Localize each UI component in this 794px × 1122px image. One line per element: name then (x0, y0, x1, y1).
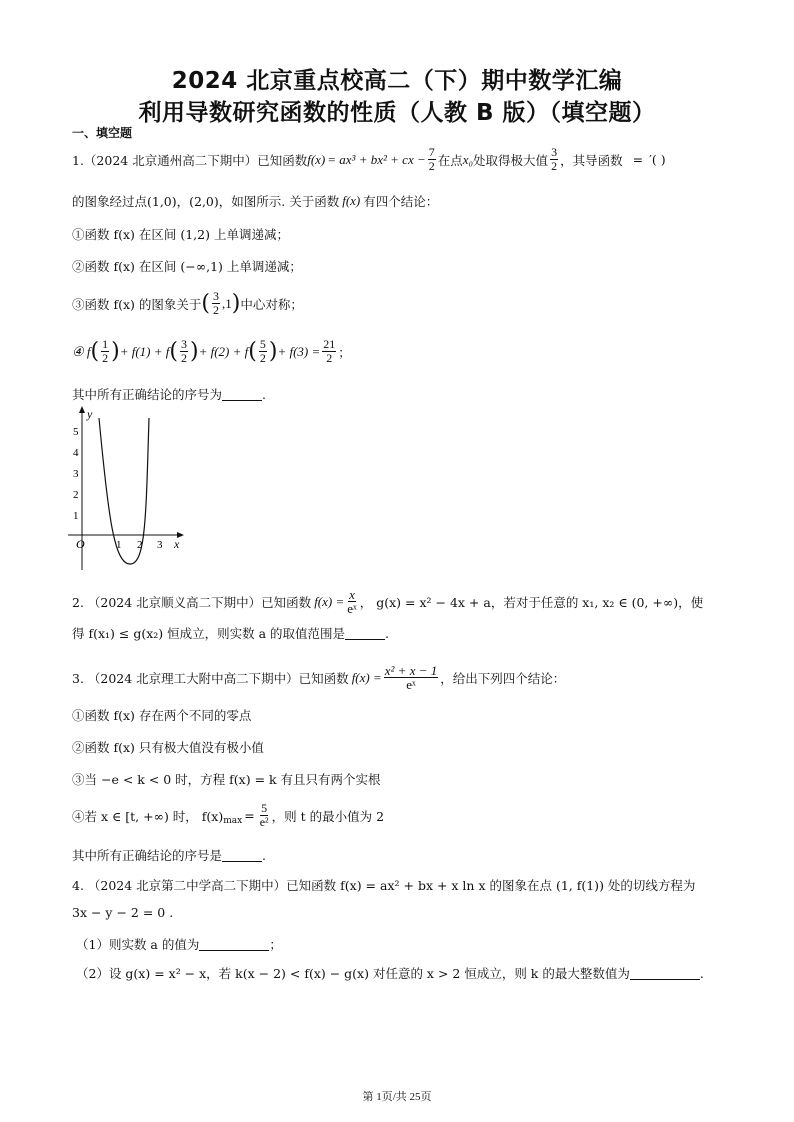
q3-conclusion-1: ①函数 f(x) 存在两个不同的零点 (72, 708, 252, 723)
q3-func: f(x) = (351, 669, 382, 685)
q3-conclusion-3: ③当 −e < k < 0 时，方程 f(x) = k 有且只有两个实根 (72, 772, 381, 787)
q3-max-subscript: max (223, 815, 243, 826)
q1-max-frac: $\frac{3}{2}$ (551, 145, 558, 173)
document-title-line2: 利用导数研究函数的性质（人教 B 版）（填空题） (138, 100, 656, 126)
q2-frac: $\frac{x}{\text{eˣ}}$ (347, 587, 357, 616)
q4-line1: 4. （2024 北京第二中学高二下期中）已知函数 f(x) = ax² + bx + x ln x 的图象在点 (1, f(1)) 处的切线方程为 (72, 878, 696, 893)
q4-part2-blank (630, 967, 700, 980)
x-tick-3: 3 (157, 539, 163, 551)
q1-mid2: 处取得极大值 (473, 152, 549, 168)
q1-tail: ，其导函数 (560, 152, 623, 168)
q1-point: x₀ (462, 151, 474, 167)
q1-conclusion-4: ④ f ( $\frac{1}{2}$ ) + f(1) + f ( $\frac{3}{2}$ ) + f(2) + f ( $\frac{5}{2}$ ) + f(3) = $\frac{21}{2}$ ； (72, 337, 351, 365)
q1-line2-tail: 有四个结论： (363, 194, 439, 209)
q1-func-rhs: = ax³ + bx² + cx − (327, 151, 426, 167)
q2-line1: 2. （2024 北京顺义高二下期中）已知函数 f(x) = $\frac{x}{\text{eˣ}}$ ， g(x) = x² − 4x + a，若对于任意的 x₁, x₂ ∈ (0, +∞)，使 (72, 587, 704, 616)
q3-conclusion-2: ②函数 f(x) 只有极大值没有极小值 (72, 740, 264, 755)
derivative-graph (60, 404, 190, 574)
y-axis-arrow (79, 406, 85, 413)
q1-line2-text: 的图象经过点(1,0)，(2,0)，如图所示. 关于函数 (72, 194, 340, 209)
q1-line2 (72, 192, 438, 210)
q1-c3-post: ,1 (221, 295, 232, 311)
y-tick-5: 5 (73, 426, 79, 438)
q2-func: f(x) = (314, 593, 345, 609)
q3-ask: 其中所有正确结论的序号是 . (72, 847, 266, 863)
y-tick-2: 2 (73, 489, 79, 501)
q1-line1 (72, 146, 666, 173)
q1-tail2: = (632, 152, 644, 167)
y-axis-label: y (87, 407, 93, 421)
q1-tail3: ′( ) (649, 152, 666, 167)
q4-part2: （2）设 g(x) = x² − x，若 k(x − 2) < f(x) − g(x) 对任意的 x > 2 恒成立，则 k 的最大整数值为 . (76, 965, 704, 981)
x-tick-2: 2 (137, 539, 143, 551)
q1-conclusion-1: ①函数 f(x) 在区间 (1,2) 上单调递减； (72, 227, 289, 242)
y-tick-4: 4 (73, 447, 79, 459)
q4-part1: （1）则实数 a 的值为 ； (76, 937, 282, 952)
q1-line2-func: f(x) (342, 193, 361, 208)
q1-c4-pre: ④ f (72, 343, 91, 359)
q1-c3-pre: ③函数 f(x) 的图象关于 (72, 296, 202, 312)
x-tick-1: 1 (116, 539, 122, 551)
y-tick-1: 1 (73, 510, 79, 522)
q1-conclusion-2: ②函数 f(x) 在区间 (−∞,1) 上单调递减； (72, 259, 302, 274)
q1-frac: $\frac{7}{2}$ (428, 145, 435, 173)
section-heading: 一、填空题 (72, 126, 133, 140)
q1-c4-b: + f(1) + f (119, 343, 170, 359)
q1-c4-d: + f(2) + f (198, 343, 249, 359)
q4-line2: 3x − y − 2 = 0 . (72, 905, 174, 920)
q2-g: ， g(x) = x² − 4x + a，若对于任意的 x₁, x₂ ∈ (0, +∞)，使 (359, 594, 704, 610)
x-axis-label: x (174, 537, 180, 551)
q1-c4-result: $\frac{21}{2}$ (323, 337, 336, 365)
q1-mid: 在点 (437, 152, 463, 168)
q1-answer-blank (222, 388, 262, 401)
q3-line1: 3. （2024 北京理工大附中高二下期中）已知函数 f(x) = $\frac{\text{x² + x − 1}}{\text{eˣ}}$ ，给出下列四个结论： (72, 663, 566, 692)
q3-conclusion-4: ④若 x ∈ [t, +∞) 时， f(x) $_{max}$ = $\frac{5}{\text{e²}}$ ，则 t 的最小值为 2 (72, 801, 385, 829)
q1-c4-f: + f(3) = (277, 343, 321, 359)
q3-c4-frac: $\frac{5}{\text{e²}}$ (259, 801, 269, 829)
origin-label: O (76, 537, 85, 551)
y-tick-3: 3 (73, 468, 79, 480)
q4-part1-blank (199, 938, 269, 951)
q1-ask: 其中所有正确结论的序号为 . (72, 386, 266, 402)
document-title-line1: 2024 北京重点校高二（下）期中数学汇编 (171, 68, 623, 94)
q2-line2: 得 f(x₁) ≤ g(x₂) 恒成立，则实数 a 的取值范围是 . (72, 625, 390, 641)
q1-func-lhs: f(x) (307, 151, 326, 167)
q3-frac: $\frac{\text{x² + x − 1}}{\text{eˣ}}$ (384, 663, 438, 692)
q1-conclusion-3: ③函数 f(x) 的图象关于 ( $\frac{3}{2}$ ,1 ) 中心对称； (72, 289, 303, 317)
q1-c3-frac: $\frac{3}{2}$ (212, 289, 219, 317)
q2-answer-blank (345, 627, 385, 640)
q1-c3-tail: 中心对称； (240, 296, 303, 312)
q1-prefix: 1.（2024 北京通州高二下期中）已知函数 (72, 152, 308, 168)
page-footer: 第 1页/共 25页 (362, 1091, 432, 1103)
q3-answer-blank (222, 849, 262, 862)
